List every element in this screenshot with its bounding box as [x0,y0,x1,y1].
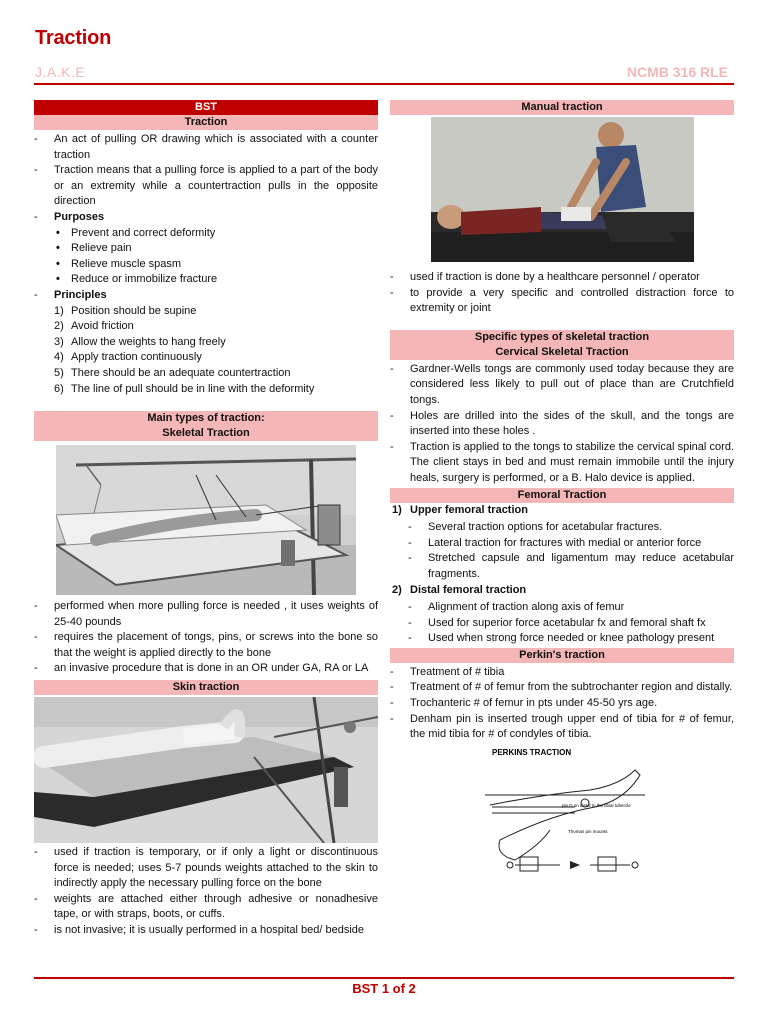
main-types-bar: Main types of traction: [34,411,378,426]
left-column [34,100,378,939]
principle-number: 6) [54,382,64,395]
principle-item [54,304,378,320]
perkins-point: - Trochanteric # of femur in pts under 45-50 yrs age. [390,696,734,712]
skin-point: - used if traction is temporary, or if only a light or discontinuous force is needed; uses 5-7 pounds weights attached to the skin to indirectly apply the necessary pulling force on the bone [34,845,378,892]
principle-number: 3) [54,335,64,348]
cervical-point: - Gardner-Wells tongs are commonly used today because they are considered less likely to pull out of place than are Crutchfield tongs. [390,362,734,409]
manual-point: - used if traction is done by a healthcare personnel / operator [390,270,734,286]
principle-item [54,335,378,351]
definition-item: - An act of pulling OR drawing which is associated with a counter traction [34,132,378,163]
manual-traction-bar: Manual traction [390,100,734,115]
traction-definition-list [34,132,378,397]
principle-number: 5) [54,366,64,379]
skin-traction-photo [34,697,378,843]
cervical-point: - Holes are drilled into the sides of the skull, and the tongs are inserted into these holes . [390,409,734,440]
upper-femoral-point: - Stretched capsule and ligamentum may reduce acetabular fragments. [408,551,734,582]
skin-traction-list [34,845,378,939]
purpose-item: • Prevent and correct deformity [54,226,378,242]
upper-femoral-point: - Lateral traction for fractures with medial or anterior force [408,536,734,552]
upper-femoral-list [390,520,734,582]
diagram-title: PERKINS TRACTION [492,747,572,757]
header-divider [34,83,734,85]
distal-femoral-number: 2) [392,583,402,596]
perkins-point: - Denham pin is inserted trough upper end of tibia for # of femur, the mid tibia for # of condyles of tibia. [390,712,734,743]
distal-femoral-point: - Used when strong force needed or knee pathology present [408,631,734,647]
principle-text: There should be an adequate countertraction [71,366,291,379]
principle-text: Avoid friction [71,320,134,333]
perkins-point: - Treatment of # tibia [390,665,734,681]
perkins-traction-diagram [480,745,650,890]
page-title: Traction [35,27,112,49]
purposes-label: Purposes [54,210,105,223]
purpose-item: • Reduce or immobilize fracture [54,272,378,288]
distal-femoral-label: Distal femoral traction [410,583,527,596]
footer-divider [34,977,734,979]
course-code: NCMB 316 RLE [626,64,728,80]
diagram-pin-label: pin D on distal to the tibial tubercle [562,802,631,808]
upper-femoral-point: - Several traction options for acetabular fractures. [408,520,734,536]
page-number: BST 1 of 2 [352,981,416,996]
principle-text: Apply traction continuously [71,351,202,364]
right-column [390,100,734,890]
distal-femoral-point: - Used for superior force acetabular fx and femoral shaft fx [408,616,734,632]
upper-femoral-heading [390,503,734,519]
author-name: J.A.K.E [35,64,86,80]
skeletal-point: - requires the placement of tongs, pins, or screws into the bone so that the weight is applied directly to the bone [34,630,378,661]
principles-label: Principles [54,288,107,301]
principle-text: The line of pull should be in line with the deformity [71,382,315,395]
principle-item [54,382,378,398]
manual-traction-photo [431,117,694,262]
cervical-traction-bar: Cervical Skeletal Traction [390,345,734,360]
purpose-item: • Relieve pain [54,241,378,257]
distal-femoral-point: - Alignment of traction along axis of femur [408,600,734,616]
skeletal-traction-bar: Skeletal Traction [34,426,378,441]
upper-femoral-label: Upper femoral traction [410,503,528,516]
definition-item: - Traction means that a pulling force is applied to a part of the body or an extremity while a countertraction pulls in the opposite direction [34,163,378,210]
cervical-point: - Traction is applied to the tongs to stabilize the cervical spinal cord. The client stays in bed and must remain immobile until the injury heals, surgery is performed, or a B. Halo device is applied. [390,440,734,487]
skin-traction-bar: Skin traction [34,680,378,695]
bst-bar: BST [34,100,378,115]
principle-text: Position should be supine [71,304,197,317]
purposes-item [34,210,378,288]
specific-skeletal-bar: Specific types of skeletal traction [390,330,734,345]
skin-point: - is not invasive; it is usually performed in a hospital bed/ bedside [34,923,378,939]
principles-list [54,304,378,398]
purposes-list [54,226,378,288]
principle-number: 1) [54,304,64,317]
perkins-point: - Treatment of # of femur from the subtrochanter region and distally. [390,680,734,696]
principle-item [54,366,378,382]
skeletal-point: - an invasive procedure that is done in an OR under GA, RA or LA [34,661,378,677]
perkins-traction-bar: Perkin's traction [390,648,734,663]
skeletal-point: - performed when more pulling force is needed , it uses weights of 25-40 pounds [34,599,378,630]
manual-point: - to provide a very specific and controlled distraction force to extremity or joint [390,286,734,317]
upper-femoral-number: 1) [392,503,402,516]
principle-text: Allow the weights to hang freely [71,335,226,348]
skin-point: - weights are attached either through adhesive or nonadhesive tape, or with straps, boots, or cuffs. [34,892,378,923]
principle-number: 2) [54,320,64,333]
distal-femoral-heading [390,583,734,599]
principles-item [34,288,378,397]
perkins-traction-list [390,665,734,743]
principle-number: 4) [54,351,64,364]
skeletal-traction-list [34,599,378,677]
manual-traction-list [390,270,734,317]
traction-bar: Traction [34,115,378,130]
principle-item [54,319,378,335]
distal-femoral-list [390,600,734,647]
cervical-traction-list [390,362,734,487]
skeletal-traction-photo [56,445,356,595]
principle-item [54,350,378,366]
femoral-traction-bar: Femoral Traction [390,488,734,503]
diagram-mount-label: Thomas pin mounts [568,828,608,834]
purpose-item: • Relieve muscle spasm [54,257,378,273]
